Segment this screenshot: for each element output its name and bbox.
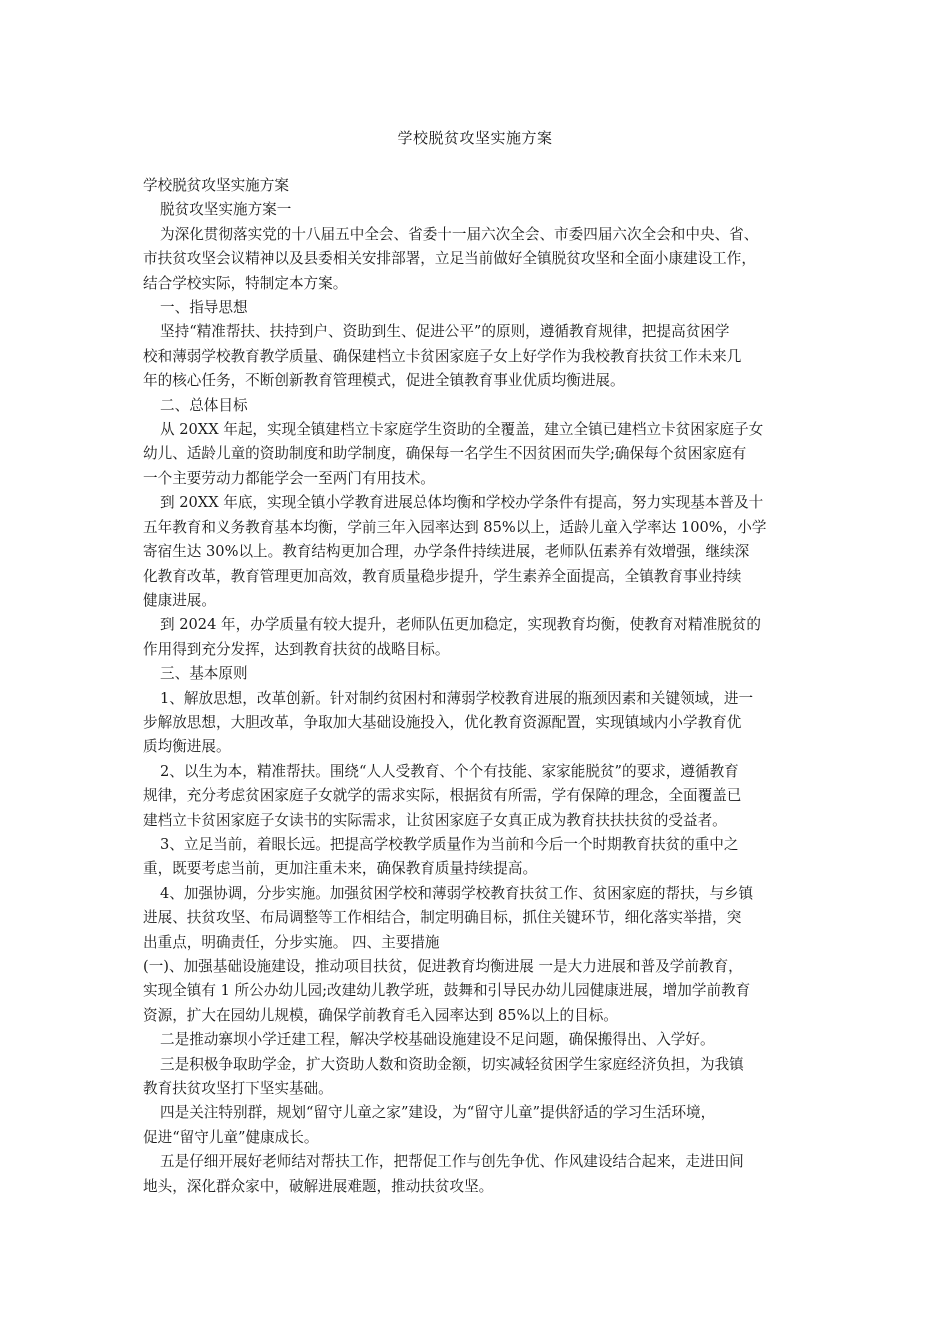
text-line: 质均衡进展。: [143, 738, 231, 756]
text-line: 五年教育和义务教育基本均衡，学前三年入园率达到 85%以上，适龄儿童入学率达 100%，小学: [143, 518, 767, 536]
text-line: 进展、扶贫攻坚、布局调整等工作相结合，制定明确目标，抓住关键环节，细化落实举措，突: [143, 909, 742, 927]
text-line: 资源，扩大在园幼儿规模，确保学前教育毛入园率达到 85%以上的目标。: [143, 1006, 618, 1024]
text-line: 结合学校实际，特制定本方案。: [143, 274, 348, 292]
text-line: 规律，充分考虑贫困家庭子女就学的需求实际，根据贫有所需，学有保障的理念，全面覆盖已: [143, 787, 742, 805]
text-line: 实现全镇有 1 所公办幼儿园;改建幼儿教学班，鼓舞和引导民办幼儿园健康进展，增加学前教育: [143, 982, 751, 1000]
text-line: 地头，深化群众家中，破解进展难题，推动扶贫攻坚。: [143, 1177, 494, 1195]
text-line: 为深化贯彻落实党的十八届五中全会、省委十一届六次全会、市委四届六次全会和中央、省、: [160, 225, 759, 243]
text-line: 到 20XX 年底，实现全镇小学教育进展总体均衡和学校办学条件有提高，努力实现基本普及十: [160, 494, 764, 512]
text-line: 寄宿生达 30%以上。教育结构更加合理，办学条件持续进展，老师队伍素养有效增强，继续深: [143, 543, 750, 561]
text-line: 步解放思想，大胆改革，争取加大基础设施投入，优化教育资源配置，实现镇域内小学教育优: [143, 713, 742, 731]
text-line: 3、立足当前，着眼长远。把提高学校教学质量作为当前和今后一个时期教育扶贫的重中之: [160, 835, 739, 853]
text-line: 坚持“精准帮扶、扶持到户、资助到生、促进公平”的原则，遵循教育规律，把提高贫困学: [160, 323, 730, 341]
document-body: [143, 174, 811, 1199]
text-line: 年的核心任务，不断创新教育管理模式，促进全镇教育事业优质均衡进展。: [143, 372, 625, 390]
text-line: 促进“留守儿童”健康成长。: [143, 1128, 319, 1146]
text-line: 重，既要考虑当前，更加注重未来，确保教育质量持续提高。: [143, 860, 538, 878]
text-line: 学校脱贫攻坚实施方案: [143, 177, 289, 194]
text-line: 脱贫攻坚实施方案一: [160, 201, 292, 219]
text-line: 2、以生为本，精准帮扶。围绕“人人受教育、个个有技能、家家能脱贫”的要求，遵循教育: [160, 762, 739, 780]
text-line: 二是推动寨坝小学迁建工程，解决学校基础设施建设不足问题，确保搬得出、入学好。: [160, 1031, 715, 1049]
text-line: 校和薄弱学校教育教学质量、确保建档立卡贫困家庭子女上好学作为我校教育扶贫工作未来几: [143, 347, 742, 365]
text-line: 出重点，明确责任，分步实施。 四、主要措施: [143, 933, 440, 951]
document-title: 学校脱贫攻坚实施方案: [397, 129, 553, 147]
text-line: 四是关注特别群，规划“留守儿童之家”建设，为“留守儿童”提供舒适的学习生活环境，: [160, 1104, 716, 1122]
text-line: 一个主要劳动力都能学会一至两门有用技术。: [143, 469, 435, 487]
text-line: 作用得到充分发挥，达到教育扶贫的战略目标。: [143, 640, 450, 658]
text-line: 幼儿、适龄儿童的资助制度和助学制度，确保每一名学生不因贫困而失学;确保每个贫困家庭有: [143, 445, 747, 463]
text-line: 1、解放思想，改革创新。针对制约贫困村和薄弱学校教育进展的瓶颈因素和关键领域，进一: [160, 689, 754, 707]
text-line: 健康进展。: [143, 591, 216, 609]
text-line: 三是积极争取助学金，扩大资助人数和资助金额，切实减轻贫困学生家庭经济负担，为我镇: [160, 1055, 744, 1073]
text-line: 到 2024 年，办学质量有较大提升，老师队伍更加稳定，实现教育均衡，使教育对精准脱贫的: [160, 616, 761, 634]
text-line: 4、加强协调，分步实施。加强贫困学校和薄弱学校教育扶贫工作、贫困家庭的帮扶，与乡镇: [160, 884, 754, 902]
text-line: (一)、加强基础设施建设，推动项目扶贫，促进教育均衡进展 一是大力进展和普及学前教育，: [143, 958, 743, 975]
text-line: 从 20XX 年起，实现全镇建档立卡家庭学生资助的全覆盖，建立全镇已建档立卡贫困家庭子女: [160, 421, 764, 439]
text-line: 建档立卡贫困家庭子女读书的实际需求，让贫困家庭子女真正成为教育扶扶扶贫的受益者。: [143, 811, 727, 829]
text-line: 市扶贫攻坚会议精神以及县委相关安排部署，立足当前做好全镇脱贫攻坚和全面小康建设工作，: [143, 250, 756, 268]
text-line: 化教育改革，教育管理更加高效，教育质量稳步提升，学生素养全面提高，全镇教育事业持续: [143, 567, 742, 585]
text-line: 五是仔细开展好老师结对帮扶工作，把帮促工作与创先争优、作风建设结合起来，走进田间: [160, 1153, 744, 1171]
text-line: 二、总体目标: [160, 396, 248, 414]
text-line: 教育扶贫攻坚打下坚实基础。: [143, 1080, 333, 1098]
text-line: 一、指导思想: [160, 299, 248, 317]
text-line: 三、基本原则: [160, 665, 248, 683]
